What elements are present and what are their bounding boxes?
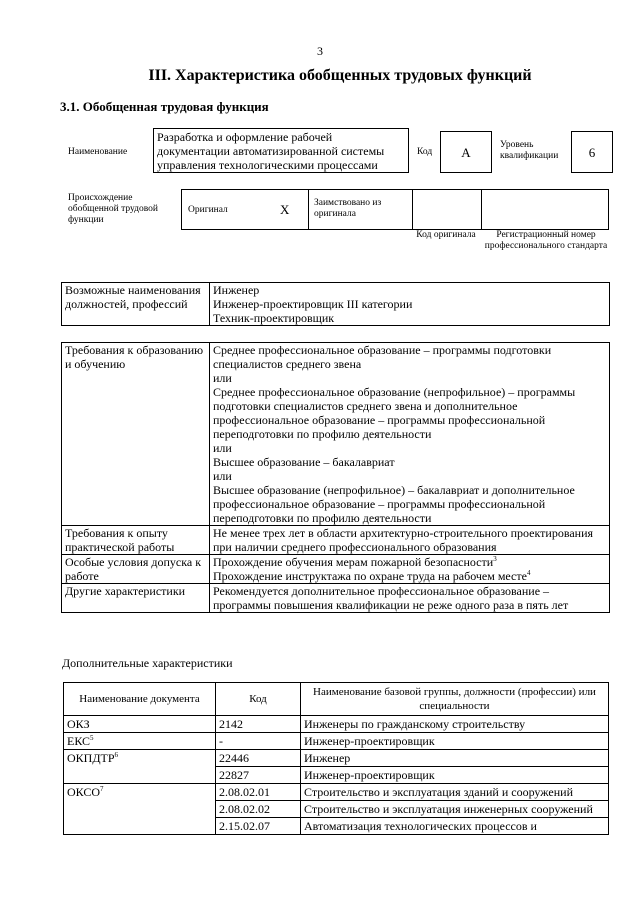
origin-table [181,189,609,230]
req-experience: Не менее трех лет в области архитектурно-строительного проектирования при наличии среднего профессионального образования [210,526,610,555]
footnote-ref: 4 [526,569,531,577]
doc-cell: ОКПДТР$^6$ [64,750,216,784]
doc-cell: ОКСО$^7$ [64,784,216,835]
name-cell: Строительство и эксплуатация инженерных сооружений [301,801,609,818]
positions-table [61,282,610,326]
name-cell: Инженер-проектировщик [301,733,609,750]
table-row [64,750,609,767]
req-label-conditions: Особые условия допуска к работе [62,555,210,584]
section-title: III. Характеристика обобщенных трудовых функций [148,67,532,84]
name-label: Наименование [68,147,128,157]
name-cell: Инженер-проектировщик [301,767,609,784]
level-value: 6 [571,131,613,173]
subsection-title: 3.1. Обобщенная трудовая функция [60,99,269,114]
origin-label: Происхождение обобщенной трудовой функции [68,193,158,225]
doc-cell: ЕКС$^5$ [64,733,216,750]
doc-cell: ОКЗ [64,716,216,733]
function-name-value: Разработка и оформление рабочей документации автоматизированной системы управления технологическими процессами [153,128,409,173]
name-cell: Автоматизация технологических процессов и [301,818,609,835]
footnote-ref: 3 [493,555,497,563]
req-line: Прохождение обучения мерам пожарной безопасности$^3$ [213,555,497,569]
header-code: Код [216,683,301,716]
table-row [64,784,609,801]
divider [481,189,482,230]
additional-title: Дополнительные характеристики [62,656,233,670]
name-cell: Строительство и эксплуатация зданий и сооружений [301,784,609,801]
positions-label: Возможные наименования должностей, профессий [62,283,210,326]
req-label-other: Другие характеристики [62,584,210,613]
name-cell: Инженер [301,750,609,767]
req-line: Среднее профессиональное образование (непрофильное) – программы подготовки специалистов среднего звена и дополнительное профессиональное образование – программы профессиональной переподготовки по профилю деятельности [213,385,576,441]
req-line: Высшее образование – бакалавриат [213,455,395,469]
code-cell: 22446 [216,750,301,767]
code-cell: 2.08.02.01 [216,784,301,801]
req-line: или [213,441,232,455]
position-item: Инженер [213,283,260,297]
code-label: Код [417,147,433,157]
name-cell: Инженеры по гражданскому строительству [301,716,609,733]
code-value: А [440,131,492,173]
position-item: Техник-проектировщик [213,311,335,325]
header-name: Наименование базовой группы, должности (профессии) или специальности [301,683,609,716]
code-caption: Код оригинала [416,230,476,240]
table-row [64,733,609,750]
code-cell: 22827 [216,767,301,784]
code-cell: 2.15.02.07 [216,818,301,835]
table-row [64,716,609,733]
header-doc: Наименование документа [64,683,216,716]
req-line: или [213,469,232,483]
req-line: Прохождение инструктажа по охране труда на рабочем месте$^4$ [213,569,531,583]
code-cell: - [216,733,301,750]
req-label-education: Требования к образованию и обучению [62,343,210,526]
requirements-table [61,342,610,613]
divider [308,189,309,230]
positions-values [210,283,610,326]
additional-table [63,682,609,835]
code-cell: 2.08.02.02 [216,801,301,818]
position-item: Инженер-проектировщик III категории [213,297,413,311]
original-label: Оригинал [188,205,228,215]
divider [412,189,413,230]
req-label-experience: Требования к опыту практической работы [62,526,210,555]
req-line: или [213,371,232,385]
req-other: Рекомендуется дополнительное профессиональное образование – программы повышения квалификации не реже одного раза в пять лет [210,584,610,613]
page-number: 3 [317,44,323,58]
borrowed-label: Заимствовано из оригинала [314,198,382,219]
reg-caption: Регистрационный номер профессионального стандарта [484,230,608,251]
req-line: Высшее образование (непрофильное) – бакалавриат и дополнительное профессиональное образование – программы профессиональной переподготовки по профилю деятельности [213,483,575,525]
code-cell: 2142 [216,716,301,733]
req-education [210,343,610,526]
level-label: Уровень квалификации [500,140,559,161]
original-mark: X [280,202,290,217]
req-conditions [210,555,610,584]
req-line: Среднее профессиональное образование – программы подготовки специалистов среднего звена [213,343,552,371]
